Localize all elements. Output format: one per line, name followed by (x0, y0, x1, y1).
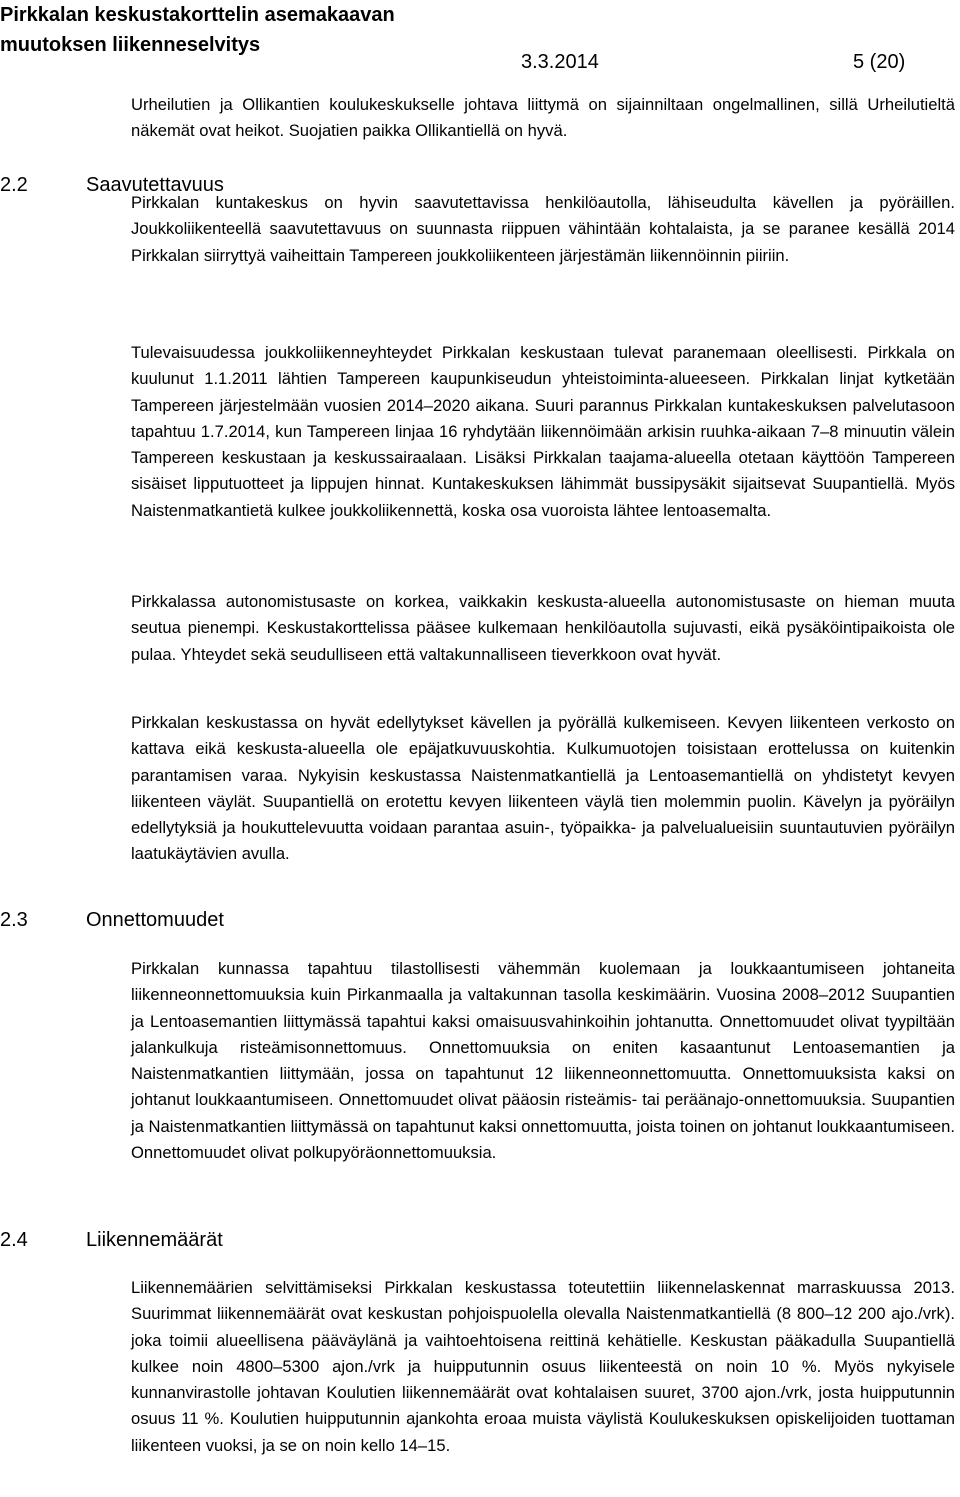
paragraph-saavutettavuus: Pirkkalan kuntakeskus on hyvin saavutettavissa henkilöautolla, lähiseudulta kävellen ja pyöräillen. Joukkoliikenteellä saavutettavuus on suunnasta riippuen vähintään kohtalaista, ja se paranee kesällä 2014 Pirkkalan siirryttyä vaiheittain Tampereen joukkoliikenteen järjestämän liikennöinnin piiriin. (131, 193, 955, 265)
paragraph-koulukeskus-liittyma: Urheilutien ja Ollikantien koulukeskukselle johtava liittymä on sijainniltaan ongelmallinen, sillä Urheilutieltä näkemät ovat heikot. Suojatien paikka Ollikantiellä on hyvä. (131, 95, 955, 141)
section-number: 2.3 (0, 909, 28, 931)
document-title-line1: Pirkkalan keskustakorttelin asemakaavan (0, 4, 395, 26)
document-date: 3.3.2014 (521, 51, 599, 73)
paragraph-joukkoliikenne: Tulevaisuudessa joukkoliikenneyhteydet Pirkkalan keskustaan tulevat paranemaan oleellisesti. Pirkkala on kuulunut 1.1.2011 lähtien Tampereen kaupunkiseudun yhteistoiminta-alueeseen. Pirkkalan linjat kytketään Tampereen järjestelmään vuosien 2014–2020 aikana. Suuri parannus Pirkkalan kuntakeskuksen palvelutasoon tapahtuu 1.7.2014, kun Tampereen linjaa 16 ryhdytään liikennöimään arkisin ruuhka-aikaan 7–8 minuutin välein Tampereen keskustaan ja keskussairaalaan. Lisäksi Pirkkalan taajama-alueella otetaan käyttöön Tampereen sisäiset lipputuotteet ja lippujen hinnat. Kuntakeskuksen lähimmät bussipysäkit sijaitsevat Suupantiellä. Myös Naistenmatkantietä kulkee joukkoliikennettä, koska osa vuoroista lähtee lentoasemalta. (131, 343, 955, 520)
section-title: Liikennemäärät (86, 1229, 223, 1251)
paragraph-onnettomuudet: Pirkkalan kunnassa tapahtuu tilastollisesti vähemmän kuolemaan ja loukkaantumiseen johtaneita liikenneonnettomuuksia kuin Pirkanmaalla ja valtakunnan tasolla keskimäärin. Vuosina 2008–2012 Suupantien ja Lentoasemantien liittymässä tapahtui kaksi omaisuusvahinkoihin johtanutta. Onnettomuudet olivat tyypiltään jalankulkuja risteämisonnettomuus. Onnettomuuksia on eniten kasaantunut Lentoasemantien ja Naistenmatkantien liittymään, jossa on tapahtunut 12 liikenneonnettomuutta. Onnettomuuksista kaksi on johtanut loukkaantumiseen. Onnettomuudet olivat pääosin risteämis- tai peräänajo-onnettomuuksia. Suupantien ja Naistenmatkantien liittymässä on tapahtunut kaksi onnettomuutta, joista toinen on johtanut loukkaantumiseen. Onnettomuudet olivat polkupyöräonnettomuuksia. (131, 959, 955, 1163)
section-title: Onnettomuudet (86, 909, 224, 931)
page-number: 5 (20) (853, 51, 906, 73)
section-heading-onnettomuudet (0, 907, 224, 933)
section-title: Saavutettavuus (86, 174, 224, 196)
section-heading-liikennemaarat (0, 1227, 223, 1253)
section-number: 2.2 (0, 174, 28, 196)
paragraph-autonomistus: Pirkkalassa autonomistusaste on korkea, vaikkakin keskusta-alueella autonomistusaste on hieman muuta seutua pienempi. Keskustakorttelissa pääsee kulkemaan henkilöautolla sujuvasti, eikä pysäköintipaikoista ole pulaa. Yhteydet sekä seudulliseen että valtakunnalliseen tieverkkoon ovat hyvät. (131, 592, 955, 664)
paragraph-kevyt-liikenne: Pirkkalan keskustassa on hyvät edellytykset kävellen ja pyörällä kulkemiseen. Kevyen liikenteen verkosto on kattava eikä keskusta-alueella ole epäjatkuvuuskohtia. Kulkumuotojen toisistaan erottelussa on kuitenkin parantamisen varaa. Nykyisin keskustassa Naistenmatkantiellä ja Lentoasemantiellä on yhdistetyt kevyen liikenteen väylät. Suupantiellä on erotettu kevyen liikenteen väylä tien molemmin puolin. Kävelyn ja pyöräilyn edellytyksiä ja houkuttelevuutta voidaan parantaa asuin-, työpaikka- ja palvelualueisiin suuntautuvien pyöräilyn laatukäytävien avulla. (131, 713, 955, 864)
document-title-line2: muutoksen liikenneselvitys (0, 34, 261, 56)
paragraph-liikennemaarat: Liikennemäärien selvittämiseksi Pirkkalan keskustassa toteutettiin liikennelaskennat marraskuussa 2013. Suurimmat liikennemäärät ovat keskustan pohjoispuolella olevalla Naistenmatkantiellä (8 800–12 200 ajo./vrk). joka toimii alueellisena pääväylänä ja vaihtoehtoisena reittinä kehätielle. Keskustan pääkadulla Suupantiellä kulkee noin 4800–5300 ajon./vrk ja huipputunnin osuus liikenteestä on noin 10 %. Myös nykyisele kunnanvirastolle johtavan Koulutien liikennemäärät ovat kohtalaisen suuret, 3700 ajon./vrk, josta huipputunnin osuus 11 %. Koulutien huipputunnin ajankohta eroaa muista väylistä Koulukeskuksen opiskelijoiden tuottaman liikenteen vuoksi, ja se on noin kello 14–15. (131, 1278, 955, 1455)
document-title (0, 0, 395, 60)
section-number: 2.4 (0, 1229, 28, 1251)
